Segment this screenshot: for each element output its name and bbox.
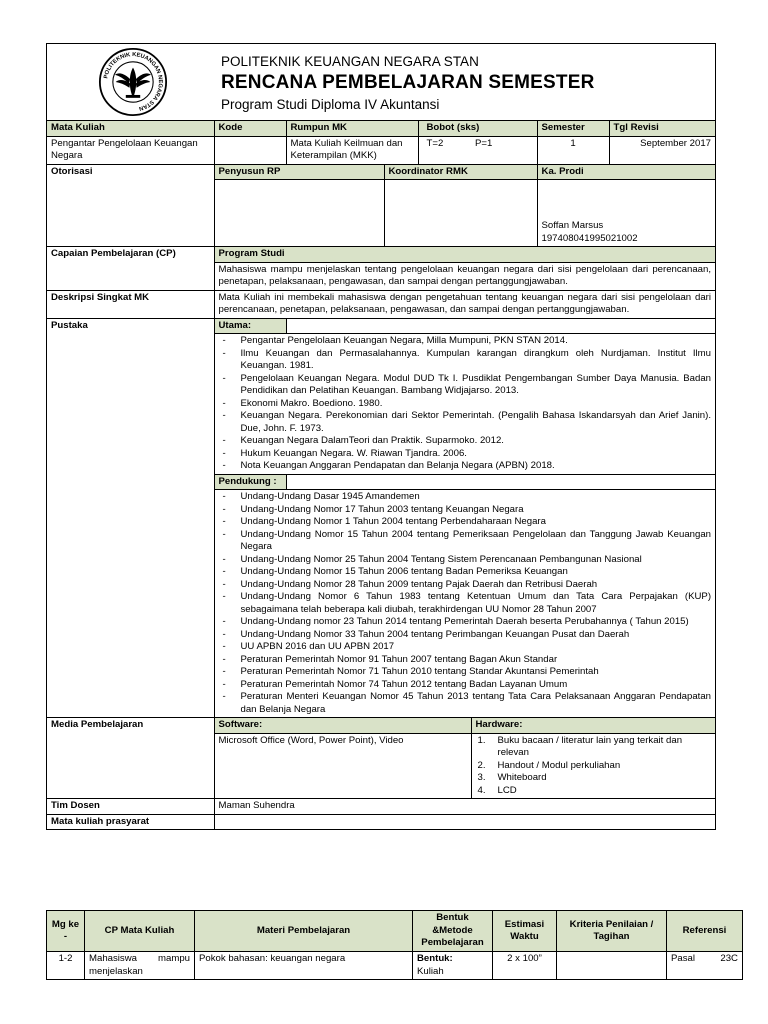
- schedule-header-row: [47, 911, 743, 952]
- hardware-item: 2. Handout / Modul perkuliahan: [477, 759, 621, 771]
- bentuk-label: Bentuk:: [417, 953, 453, 964]
- capaian-header-row: [47, 247, 715, 263]
- utama-item: - Keuangan Negara DalamTeori dan Praktik. Suparmoko. 2012.: [219, 435, 712, 448]
- course-value-row: [47, 136, 715, 164]
- mg-value: 1-2: [47, 952, 85, 980]
- estimasi-header: Estimasi Waktu: [493, 911, 557, 952]
- rumpun-header: Rumpun MK: [286, 121, 418, 136]
- schedule-row: [47, 952, 743, 980]
- rps-document: [46, 43, 716, 830]
- rumpun-value: Mata Kuliah Keilmuan dan Keterampilan (MKK): [286, 136, 418, 164]
- hardware-list: [476, 735, 712, 798]
- hardware-item: 4. LCD: [477, 784, 517, 796]
- utama-item: - Pengantar Pengelolaan Keuangan Negara, Milla Mumpuni, PKN STAN 2014.: [219, 335, 712, 348]
- pendukung-item: - Peraturan Menteri Keuangan Nomor 45 Tahun 2013 tentang Tata Cara Pelaksanaan Anggaran Pendapatan dan Belanja Negara: [219, 691, 712, 716]
- pendukung-item: - Peraturan Pemerintah Nomor 91 Tahun 2007 tentang Bagan Akun Standar: [219, 654, 712, 667]
- schedule-table: [46, 910, 743, 980]
- pendukung-list-cell: [214, 490, 715, 718]
- pendukung-item: - Undang-Undang Nomor 17 Tahun 2003 tentang Keuangan Negara: [219, 504, 712, 517]
- pendukung-item: - Undang-Undang Nomor 28 Tahun 2009 tentang Pajak Daerah dan Retribusi Daerah: [219, 579, 712, 592]
- koordinator-sign: [384, 180, 537, 247]
- referensi-header: Referensi: [667, 911, 743, 952]
- kaprodi-nip: 197408041995021002: [541, 232, 638, 244]
- hardware-item: 3. Whiteboard: [477, 772, 547, 783]
- cp-value: Mahasiswa mampu menjelaskan: [85, 952, 195, 980]
- pendukung-item: - Undang-Undang Nomor 25 Tahun 2004 Tentang Sistem Perencanaan Pembangunan Nasional: [219, 554, 712, 567]
- referensi-text-a: Pasal: [671, 953, 695, 964]
- deskripsi-label: Deskripsi Singkat MK: [47, 290, 214, 318]
- utama-item: - Keuangan Negara. Perekonomian dari Sektor Pemerintah. (Pengalih Bahasa Iskandarsyah dan Arief Janin). Due, John. F. 1973.: [219, 410, 712, 435]
- tim-dosen-row: [47, 799, 715, 815]
- tim-dosen-label: Tim Dosen: [47, 799, 214, 815]
- pendukung-list: [219, 491, 712, 716]
- utama-item: - Ekonomi Makro. Boediono. 1980.: [219, 398, 712, 411]
- program-studi-header: Program Studi: [214, 247, 715, 263]
- kaprodi-sign: [537, 180, 715, 247]
- semester-value: 1: [537, 136, 609, 164]
- media-label: Media Pembelajaran: [47, 718, 214, 799]
- institution-name: POLITEKNIK KEUANGAN NEGARA STAN: [221, 54, 479, 69]
- bentuk-value: [413, 952, 493, 980]
- hardware-list-cell: [471, 733, 715, 799]
- materi-header: Materi Pembelajaran: [195, 911, 413, 952]
- otorisasi-header-row: [47, 164, 715, 180]
- deskripsi-row: [47, 290, 715, 318]
- kode-header: Kode: [214, 121, 286, 136]
- pendukung-header: Pendukung :: [214, 474, 286, 490]
- prasyarat-label: Mata kuliah prasyarat: [47, 814, 214, 829]
- referensi-value: [667, 952, 743, 980]
- pendukung-item: - Undang-Undang Nomor 15 Tahun 2006 tentang Badan Pemeriksa Keuangan: [219, 566, 712, 579]
- utama-item: - Pengelolaan Keuangan Negara. Modul DUD Tk I. Pusdiklat Pengembangan Sumber Daya Manusia. Badan Pendidikan dan Pelatihan Keuangan. Bambang Widjajarso. 2013.: [219, 373, 712, 398]
- materi-value: Pokok bahasan: keuangan negara: [195, 952, 413, 980]
- pustaka-utama-header-row: [47, 318, 715, 334]
- utama-item: - Nota Keuangan Anggaran Pendapatan dan Belanja Negara (APBN) 2018.: [219, 460, 712, 473]
- kriteria-header: Kriteria Penilaian / Tagihan: [557, 911, 667, 952]
- utama-item: - Hukum Keuangan Negara. W. Riawan Tjandra. 2006.: [219, 448, 712, 461]
- pendukung-item: - Undang-Undang Nomor 1 Tahun 2004 tentang Perbendaharaan Negara: [219, 516, 712, 529]
- capaian-label: Capaian Pembelajaran (CP): [47, 247, 214, 291]
- referensi-text-b: 23C: [720, 953, 738, 964]
- kode-value: [214, 136, 286, 164]
- software-header: Software:: [214, 718, 471, 734]
- utama-header-blank: [286, 318, 715, 334]
- pendukung-item: - Undang-Undang Nomor 33 Tahun 2004 tentang Perimbangan Keuangan Pusat dan Daerah: [219, 629, 712, 642]
- pendukung-item: - Undang-Undang Nomor 6 Tahun 1983 tentang Ketentuan Umum dan Tata Cara Perpajakan (KUP) sebagaimana telah beberapa kali diubah, terakhirdengan UU Nomor 28 Tahun 2007: [219, 591, 712, 616]
- bobot-p-value: P=1: [471, 136, 537, 164]
- koordinator-header: Koordinator RMK: [384, 164, 537, 180]
- penyusun-sign: [214, 180, 384, 247]
- course-header-row: [47, 121, 715, 136]
- pendukung-item: - UU APBN 2016 dan UU APBN 2017: [219, 641, 712, 654]
- bobot-t-value: T=2: [418, 136, 471, 164]
- utama-item: - Ilmu Keuangan dan Permasalahannya. Kumpulan karangan dirangkum oleh Nurdjaman. Institut Ilmu Keuangan. 1981.: [219, 348, 712, 373]
- pendukung-item: - Undang-Undang nomor 23 Tahun 2014 tentang Pemerintah Daerah beserta Perubahannya ( Tahun 2015): [219, 616, 712, 629]
- prasyarat-row: [47, 814, 715, 829]
- document-header: [47, 44, 715, 121]
- kaprodi-header: Ka. Prodi: [537, 164, 715, 180]
- revisi-value: September 2017: [609, 136, 715, 164]
- otorisasi-label: Otorisasi: [47, 164, 214, 247]
- kaprodi-name: Soffan Marsus: [541, 220, 604, 231]
- revisi-header: Tgl Revisi: [609, 121, 715, 136]
- capaian-text: Mahasiswa mampu menjelaskan tentang pengelolaan keuangan negara dari sisi pengelolaan dari perencanaan, penetapan, pelaksanaan, pengawasan, dan sampai dengan pertanggungjawaban.: [214, 262, 715, 290]
- tim-dosen-value: Maman Suhendra: [214, 799, 715, 815]
- pendukung-item: - Peraturan Pemerintah Nomor 74 Tahun 2012 tentang Badan Layanan Umum: [219, 679, 712, 692]
- hardware-header: Hardware:: [471, 718, 715, 734]
- document-title: RENCANA PEMBELAJARAN SEMESTER: [221, 72, 595, 93]
- prasyarat-value: [214, 814, 715, 829]
- pendukung-item: - Peraturan Pemerintah Nomor 71 Tahun 2010 tentang Standar Akuntansi Pemerintah: [219, 666, 712, 679]
- utama-list: [219, 335, 712, 473]
- study-program: Program Studi Diploma IV Akuntansi: [221, 97, 440, 112]
- semester-header: Semester: [537, 121, 609, 136]
- rps-info-table: [47, 121, 715, 829]
- hardware-item: 1. Buku bacaan / literatur lain yang terkait dan relevan: [477, 734, 683, 758]
- utama-header: Utama:: [214, 318, 286, 334]
- media-header-row: [47, 718, 715, 734]
- utama-list-cell: [214, 334, 715, 475]
- penyusun-header: Penyusun RP: [214, 164, 384, 180]
- mg-header: Mg ke -: [47, 911, 85, 952]
- software-value: Microsoft Office (Word, Power Point), Video: [214, 733, 471, 799]
- mata-kuliah-value: Pengantar Pengelolaan Keuangan Negara: [47, 136, 214, 164]
- institution-logo: [97, 46, 169, 118]
- bentuk-header: Bentuk &Metode Pembelajaran: [413, 911, 493, 952]
- pendukung-item: - Undang-Undang Dasar 1945 Amandemen: [219, 491, 712, 504]
- estimasi-value: 2 x 100”: [493, 952, 557, 980]
- pustaka-label: Pustaka: [47, 318, 214, 718]
- pendukung-header-blank: [286, 474, 715, 490]
- pendukung-item: - Undang-Undang Nomor 15 Tahun 2004 tentang Pemeriksaan Pengelolaan dan Tanggung Jawab Keuangan Negara: [219, 529, 712, 554]
- mata-kuliah-header: Mata Kuliah: [47, 121, 214, 136]
- cp-header: CP Mata Kuliah: [85, 911, 195, 952]
- deskripsi-text: Mata Kuliah ini membekali mahasiswa dengan pengetahuan tentang keuangan negara dari sisi pengelolaan dari perencanaan, penetapan, pelaksanaan, pengawasan, dan sampai dengan pertanggungjawaban.: [214, 290, 715, 318]
- bobot-header: Bobot (sks): [418, 121, 537, 136]
- kriteria-value: [557, 952, 667, 980]
- bentuk-method: Kuliah: [417, 965, 444, 977]
- logo-ring-text: POLITEKNIK KEUANGAN NEGARA STAN: [103, 52, 163, 112]
